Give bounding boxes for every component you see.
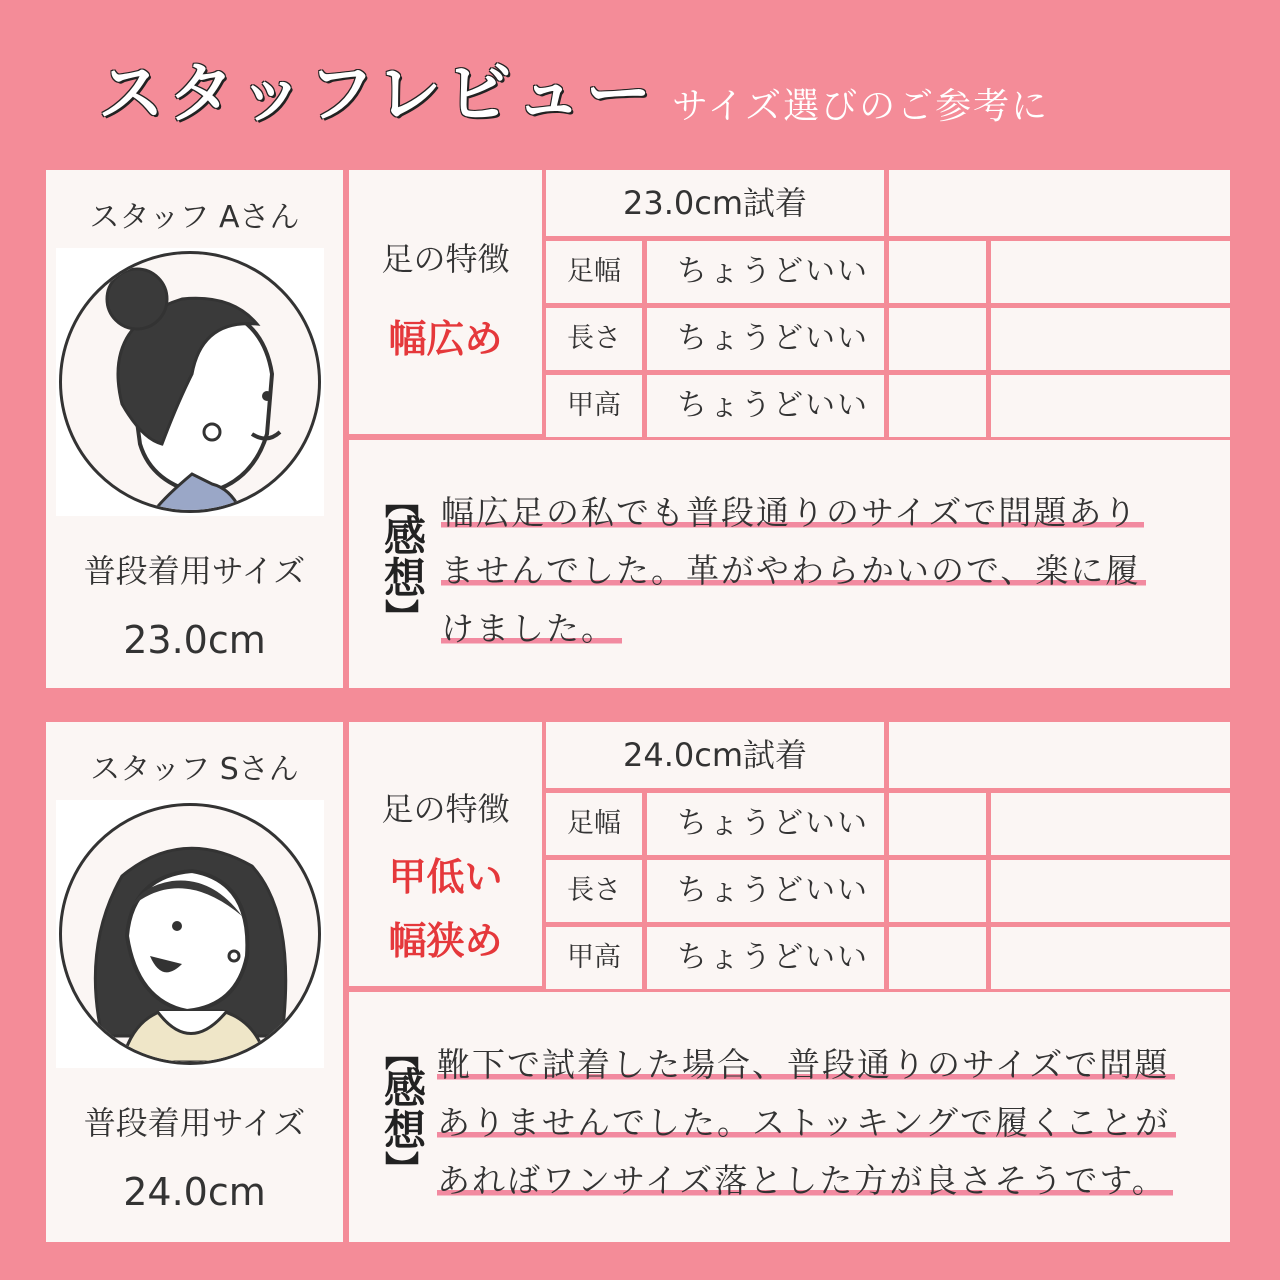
comment-line: 幅広足の私でも普段通りのサイズで問題あり xyxy=(441,486,1221,544)
foot-feature-label: 足の特徴 xyxy=(381,790,510,828)
comment-tag-text: 感想 xyxy=(378,1066,427,1150)
staff-profile xyxy=(46,722,343,1242)
row-value-width: ちょうどいい xyxy=(647,241,884,303)
staff-profile xyxy=(46,170,343,688)
foot-feature-label: 足の特徴 xyxy=(381,240,510,278)
blank-cell xyxy=(889,927,986,989)
row-label-instep: 甲高 xyxy=(546,927,642,989)
comment-line: 靴下で試着した場合、普段通りのサイズで問題 xyxy=(437,1038,1217,1096)
blank-cell xyxy=(991,860,1230,922)
bracket-close-icon: ︼ xyxy=(385,1150,419,1190)
page-subtitle: サイズ選びのご参考に xyxy=(672,86,1050,127)
bracket-close-icon: ︼ xyxy=(385,598,419,638)
blank-cell xyxy=(889,793,986,855)
foot-feature-cell xyxy=(349,722,542,986)
blank-cell xyxy=(991,308,1230,370)
staff-name: スタッフ Aさん xyxy=(89,200,300,235)
comment-text xyxy=(437,1038,1217,1212)
avatar-frame xyxy=(56,800,324,1068)
comment-tag xyxy=(377,1035,427,1190)
row-value-instep: ちょうどいい xyxy=(647,375,884,437)
blank-cell xyxy=(889,241,986,303)
blank-cell xyxy=(889,375,986,437)
staff-a-portrait-icon xyxy=(62,254,318,510)
blank-cell xyxy=(889,308,986,370)
blank-cell xyxy=(889,170,1230,236)
usual-size-value: 23.0cm xyxy=(123,618,266,662)
row-label-length: 長さ xyxy=(546,308,642,370)
avatar-frame xyxy=(56,248,324,516)
comment-cell xyxy=(349,992,1230,1242)
row-label-instep: 甲高 xyxy=(546,375,642,437)
row-label-length: 長さ xyxy=(546,860,642,922)
avatar xyxy=(59,251,321,513)
row-value-length: ちょうどいい xyxy=(647,860,884,922)
blank-cell xyxy=(889,860,986,922)
bracket-open-icon: ︻ xyxy=(385,1035,419,1075)
blank-cell xyxy=(889,722,1230,788)
comment-line: けました。 xyxy=(441,602,1221,660)
page-title: スタッフレビュー xyxy=(98,55,656,132)
staff-name: スタッフ Sさん xyxy=(90,752,299,787)
blank-cell xyxy=(991,927,1230,989)
foot-feature-cell xyxy=(349,170,542,434)
comment-line: ありませんでした。ストッキングで履くことが xyxy=(437,1096,1217,1154)
comment-text xyxy=(441,486,1221,660)
foot-feature-value: 幅狭め xyxy=(388,919,503,963)
usual-size-label: 普段着用サイズ xyxy=(83,1104,306,1142)
review-card-staff-s xyxy=(46,722,1230,1242)
comment-tag xyxy=(377,483,427,638)
comment-line: あればワンサイズ落とした方が良さそうです。 xyxy=(437,1154,1217,1212)
avatar xyxy=(59,803,321,1065)
blank-cell xyxy=(991,375,1230,437)
bracket-open-icon: ︻ xyxy=(385,483,419,523)
trial-size-header: 24.0cm試着 xyxy=(546,722,884,788)
usual-size-value: 24.0cm xyxy=(123,1170,266,1214)
row-value-length: ちょうどいい xyxy=(647,308,884,370)
row-value-width: ちょうどいい xyxy=(647,793,884,855)
trial-size-header: 23.0cm試着 xyxy=(546,170,884,236)
foot-feature-value: 甲低い xyxy=(388,855,503,899)
staff-s-portrait-icon xyxy=(62,806,318,1062)
row-label-width: 足幅 xyxy=(546,793,642,855)
row-label-width: 足幅 xyxy=(546,241,642,303)
comment-cell xyxy=(349,440,1230,688)
comment-tag-text: 感想 xyxy=(378,514,427,598)
foot-feature-value: 幅広め xyxy=(388,317,503,361)
usual-size-label: 普段着用サイズ xyxy=(83,552,306,590)
row-value-instep: ちょうどいい xyxy=(647,927,884,989)
blank-cell xyxy=(991,793,1230,855)
blank-cell xyxy=(991,241,1230,303)
review-card-staff-a xyxy=(46,170,1230,688)
comment-line: ませんでした。革がやわらかいので、楽に履 xyxy=(441,544,1221,602)
